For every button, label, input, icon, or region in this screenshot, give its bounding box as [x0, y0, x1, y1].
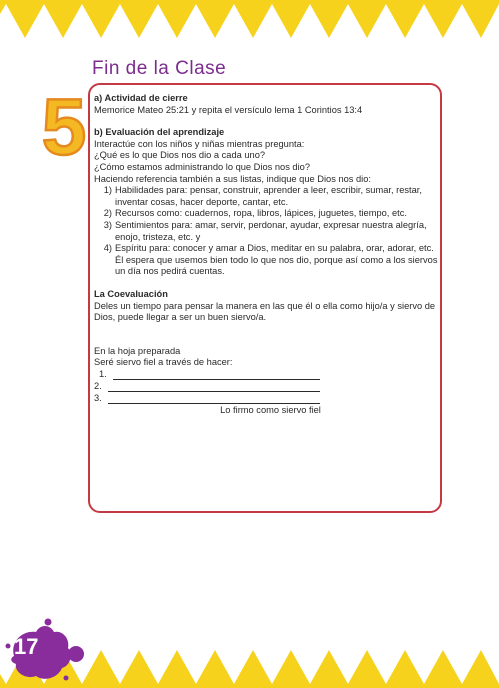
list-item-text: Recursos como: cuadernos, ropa, libros, lápices, juguetes, tiempo, etc.: [115, 208, 407, 219]
page-number: 17: [14, 634, 39, 659]
list-item-number: 1): [103, 185, 112, 196]
evaluation-line: ¿Cómo estamos administrando lo que Dios nos dio?: [94, 161, 311, 172]
blank-line-rule: [113, 369, 320, 380]
blank-line-number: 2.: [94, 381, 102, 392]
list-item-text: Habilidades para: pensar, construir, aprender a leer, escribir, sumar, restar, inventar cosas, hacer deporte, cantar, etc.: [115, 185, 422, 207]
content: [94, 93, 439, 416]
blank-line-number: 3.: [94, 393, 102, 404]
coevaluation-text: Deles un tiempo para pensar la manera en las que él o ella como hijo/a y siervo de Dios, puede llegar a ser un buen siervo/a.: [94, 300, 436, 323]
list-item: [94, 220, 439, 243]
activity-heading: a) Actividad de cierre: [94, 93, 188, 103]
signature-text: Lo firmo como siervo fiel: [220, 404, 321, 415]
evaluation-heading: b) Evaluación del aprendizaje: [94, 127, 225, 138]
section-number: 5: [41, 92, 87, 162]
list-item: [94, 185, 439, 208]
blank-line: [94, 393, 439, 405]
list-item: [94, 208, 439, 220]
coevaluation-prompt: Seré siervo fiel a través de hacer:: [94, 357, 233, 368]
coevaluation-heading: La Coevaluación: [94, 288, 168, 299]
top-zigzag-border: [0, 0, 499, 44]
blank-line-number: 1.: [99, 369, 107, 380]
list-item-number: 3): [103, 219, 112, 230]
list-item-number: 2): [103, 208, 112, 219]
activity-text: Memorice Mateo 25:21 y repita el versículo lema 1 Corintios 13:4: [94, 104, 363, 115]
coevaluation-prompt: En la hoja preparada: [94, 345, 181, 356]
list-item-text: Espíritu para: conocer y amar a Dios, meditar en su palabra, orar, adorar, etc. Él espera que usemos bien todo lo que nos dio, porque así como a los siervos un día nos pedirá cuentas.: [115, 243, 438, 277]
evaluation-line: Interactúe con los niños y niñas mientras pregunta:: [94, 138, 305, 149]
blank-line: [94, 369, 439, 381]
evaluation-line: Haciendo referencia también a sus listas, indique que Dios nos dio:: [94, 173, 372, 184]
list-item-number: 4): [103, 243, 112, 254]
list-item-text: Sentimientos para: amar, servir, perdonar, ayudar, expresar nuestra alegría, enojo, tristeza, etc. y: [115, 219, 427, 242]
page-title: Fin de la Clase: [92, 58, 227, 79]
blank-line: [94, 381, 439, 393]
evaluation-line: ¿Qué es lo que Dios nos dio a cada uno?: [94, 150, 266, 161]
section-number-graphic: [35, 92, 93, 162]
blank-line-rule: [108, 381, 320, 392]
list-item: [94, 243, 439, 278]
blank-line-rule: [108, 393, 320, 404]
